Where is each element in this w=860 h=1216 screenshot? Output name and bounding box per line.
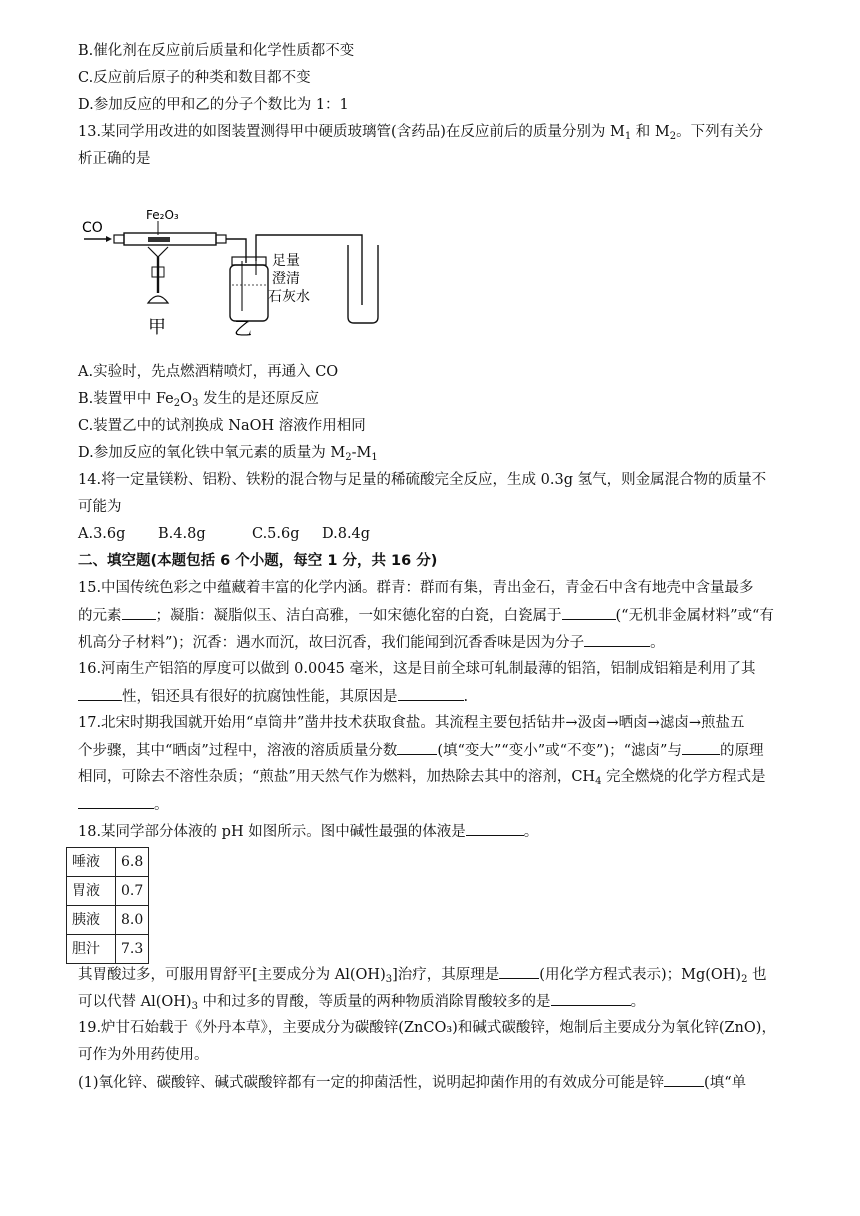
q15-text-e: 。 [650,635,665,651]
q12-option-b: B.催化剂在反应前后质量和化学性质都不变 [78,43,355,59]
q19-line1: 19.炉甘石始载于《外丹本草》，主要成分为碳酸锌(ZnCO₃)和碱式碳酸锌，炮制后主要成分为氧化锌(ZnO)， [78,1020,776,1036]
q19-line3 [78,1072,746,1093]
q18-text-h: 中和过多的胃酸，等质量的两种物质消除胃酸较多的是 [197,994,551,1010]
q16-text-b: . [463,689,469,705]
q15-text-c: (“无机非金属材料”或“有 [615,608,774,624]
answer-blank[interactable] [682,740,720,755]
q16-text-a: 性，铝还具有很好的抗腐蚀性能，其原因是 [122,689,398,705]
q18-line2 [78,964,767,985]
subscript: 2 [669,131,677,142]
q15-line2 [78,605,774,626]
q12-option-d: D.参加反应的甲和乙的分子个数比为 1：1 [78,97,349,113]
apparatus-jia-label: 甲 [148,317,166,338]
apparatus-diagram [82,205,382,355]
stopper-left [114,235,124,243]
q15-text-a: 的元素 [78,608,122,624]
q17-line2 [78,740,763,761]
q17-text-c: 的原理 [719,743,764,759]
q14-option-b: B.4.8g [158,526,206,542]
q18-text-a: 18.某同学部分体液的 pH 如图所示。图中碱性最强的体液是 [78,824,466,840]
body-fluid-name: 胃液 [67,877,116,906]
co-label: CO [82,220,103,236]
subscript: 2 [741,974,748,985]
answer-blank[interactable] [466,821,524,836]
q17-text-f: 。 [154,797,169,813]
answer-blank[interactable] [584,632,650,647]
q15-text-b: ；凝脂：凝脂似玉、洁白高雅，一如宋德化窑的白瓷，白瓷属于 [155,608,562,624]
q17-line3 [78,767,766,787]
q12-option-c: C.反应前后原子的种类和数目都不变 [78,70,311,86]
body-fluid-name: 唾液 [67,848,116,877]
bottle-stopper [232,257,266,265]
q19-text-b: (填“单 [704,1075,747,1091]
beaker [348,245,378,323]
flame [148,247,168,257]
answer-blank[interactable] [562,605,616,620]
q17-line4 [78,794,169,815]
q18-text-d: ]治疗，其原理是 [392,967,500,983]
subscript: 3 [192,398,199,409]
answer-blank[interactable] [122,605,156,620]
q18-line1 [78,821,538,842]
q13-option-c: C.装置乙中的试剂换成 NaOH 溶液作用相同 [78,418,366,434]
q14-options [78,524,370,544]
apparatus-yi-label: 乙 [234,319,252,340]
lamp-base [148,296,168,303]
q13-stem-text-b: 和 M [631,124,670,140]
body-fluid-name: 胆汁 [67,935,116,964]
q14-stem-line1: 14.将一定量镁粉、铝粉、铁粉的混合物与足量的稀硫酸完全反应，生成 0.3g 氢气，则金属混合物的质量不 [78,472,767,488]
q13-option-b-text-b: O [180,391,192,407]
ph-value: 6.8 [116,848,149,877]
q17-text-e: 完全燃烧的化学方程式是 [601,769,766,785]
ph-table [66,847,149,964]
ph-value: 0.7 [116,877,149,906]
q19-text-a: (1)氧化锌、碳酸锌、碱式碳酸锌都有一定的抑菌活性，说明起抑菌作用的有效成分可能是锌 [78,1075,665,1091]
q15-text-d: 机高分子材料”)；沉香：遇水而沉，故曰沉香，我们能闻到沉香香味是因为分子 [78,635,585,651]
q14-stem-line2: 可能为 [78,499,122,515]
body-fluid-name: 胰液 [67,906,116,935]
answer-blank[interactable] [551,991,631,1006]
table-row [67,906,149,935]
ph-value: 7.3 [116,935,149,964]
q13-option-a: A.实验时，先点燃酒精喷灯，再通入 CO [78,364,339,380]
table-row [67,848,149,877]
q19-line2: 可作为外用药使用。 [78,1047,209,1063]
q13-option-b-text-c: 发生的是还原反应 [198,391,319,407]
q15-line1: 15.中国传统色彩之中蕴藏着丰富的化学内涵。群青：群而有集，青出金石，青金石中含有地壳中含量最多 [78,580,754,596]
subscript: 1 [624,131,632,142]
q14-option-a: A.3.6g [78,526,126,542]
subscript: 3 [385,974,393,985]
answer-blank[interactable] [397,740,437,755]
q18-text-f: 也 [747,967,767,983]
stopper-right [216,235,226,243]
q14-option-d: D.8.4g [322,526,371,542]
subscript: 3 [191,1001,198,1012]
q15-line3 [78,632,665,653]
q13-apparatus-figure [82,205,382,359]
q13-option-d [78,443,378,463]
answer-blank[interactable] [664,1072,704,1087]
co-arrowhead [106,236,112,242]
subscript: 4 [595,776,602,787]
fe2o3-powder [148,237,170,242]
q18-text-e: (用化学方程式表示)；Mg(OH) [539,967,742,983]
q18-text-g: 可以代替 Al(OH) [78,994,192,1010]
q18-text-b: 。 [523,824,539,840]
connecting-tube [226,239,246,263]
answer-blank[interactable] [78,794,154,809]
fe2o3-label: Fe₂O₃ [146,208,179,222]
q16-line2 [78,686,468,707]
q17-text-b: (填“变大”“变小”或“不变”)；“滤卤”与 [437,743,682,759]
q13-option-d-text-a: D.参加反应的氧化铁中氧元素的质量为 M [78,445,346,461]
subscript: 2 [173,398,181,409]
answer-blank[interactable] [78,686,122,701]
table-row [67,935,149,964]
q18-line3 [78,991,645,1012]
q13-stem-text-c: 。下列有关分 [676,124,764,140]
q18-text-i: 。 [630,994,646,1010]
q13-option-b [78,389,319,409]
ph-value: 8.0 [116,906,149,935]
answer-blank[interactable] [499,964,539,979]
q13-stem-line2: 析正确的是 [78,151,151,167]
table-row [67,877,149,906]
subscript: 2 [345,452,352,463]
q16-line1: 16.河南生产铝箔的厚度可以做到 0.0045 毫米，这是目前全球可轧制最薄的铝箔，铝制成铝箱是利用了其 [78,661,756,677]
reagent-label-3: 石灰水 [268,289,310,305]
q13-option-b-text-a: B.装置甲中 Fe [78,391,174,407]
q17-text-a: 个步骤，其中“晒卤”过程中，溶液的溶质质量分数 [78,743,398,759]
reagent-label-1: 足量 [272,253,300,269]
reagent-label-2: 澄清 [272,271,300,287]
q17-text-d: 相同，可除去不溶性杂质；“煎盐”用天然气作为燃料，加热除去其中的溶剂，CH [78,769,596,785]
section-heading: 二、填空题(本题包括 6 个小题，每空 1 分，共 16 分) [78,553,438,569]
q14-option-c: C.5.6g [252,526,300,542]
q18-text-c: 其胃酸过多，可服用胃舒平[主要成分为 Al(OH) [78,967,386,983]
q13-option-d-text-b: -M [351,445,372,461]
subscript: 1 [371,452,378,463]
q13-stem-text-a: 13.某同学用改进的如图装置测得甲中硬质玻璃管(含药品)在反应前后的质量分别为 M [78,124,625,140]
washing-bottle [230,265,268,321]
q17-line1: 17.北宋时期我国就开始用“卓筒井”凿井技术获取食盐。其流程主要包括钻井→汲卤→晒卤→滤卤→煎盐五 [78,715,745,731]
q13-stem-line1 [78,122,763,142]
answer-blank[interactable] [398,686,464,701]
